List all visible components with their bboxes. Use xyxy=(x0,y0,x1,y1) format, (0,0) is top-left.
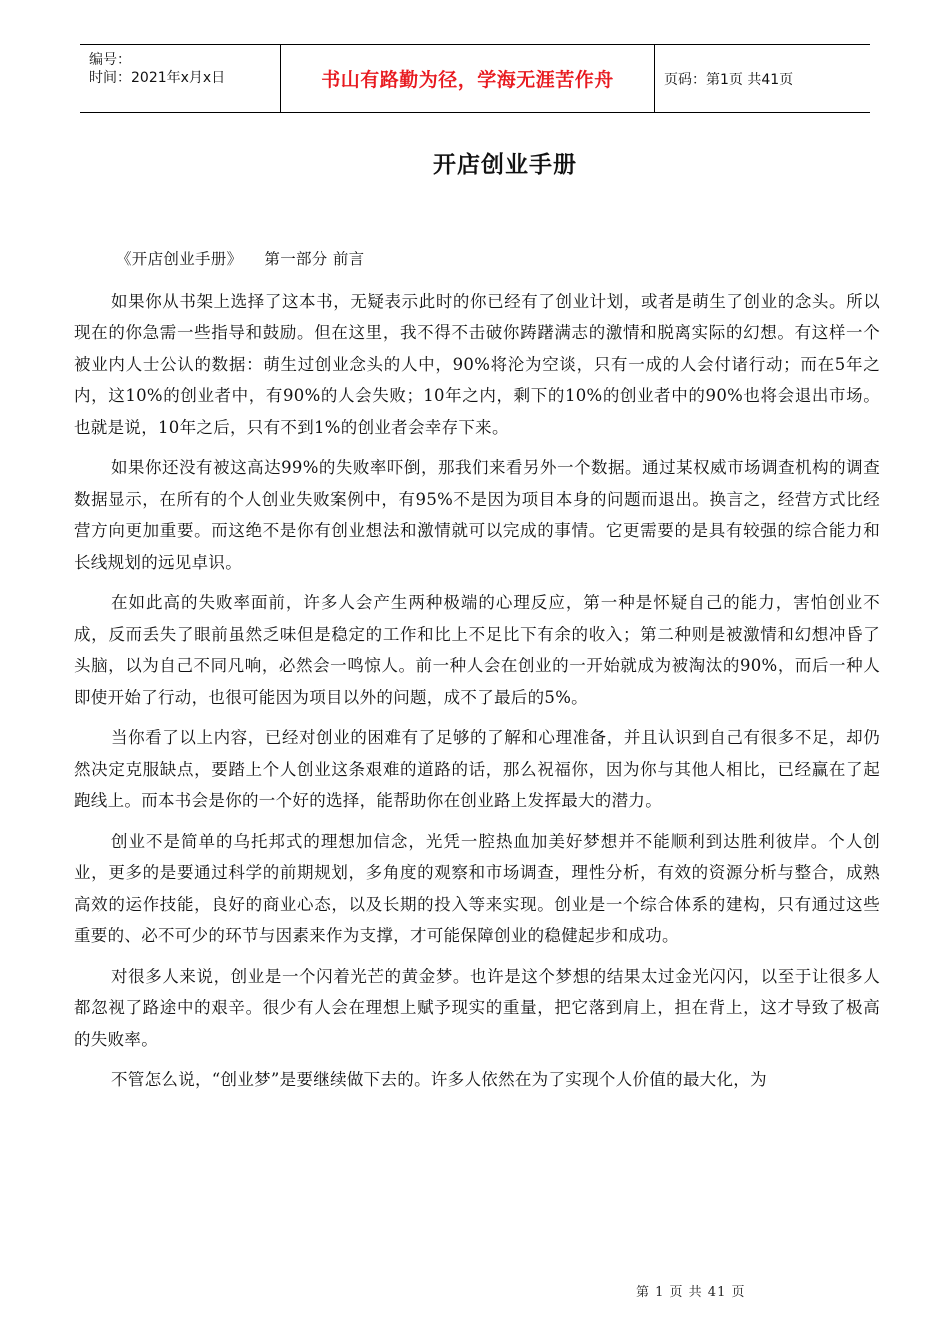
paragraph: 对很多人来说，创业是一个闪着光芒的黄金梦。也许是这个梦想的结果太过金光闪闪，以至于让很多人都忽视了路途中的艰辛。很少有人会在理想上赋予现实的重量，把它落到肩上，担在背上，这才导致了极高的失败率。 xyxy=(74,966,880,1049)
part-heading-book: 《开店创业手册》 xyxy=(116,250,243,268)
paragraph: 创业不是简单的乌托邦式的理想加信念，光凭一腔热血加美好梦想并不能顺利到达胜利彼岸。个人创业，更多的是要通过科学的前期规划，多角度的观察和市场调查，理性分析，有效的资源分析与整合，成熟高效的运作技能，良好的商业心态，以及长期的投入等来实现。创业是一个综合体系的建构，只有通过这些重要的、必不可少的环节与因素来作为支撑，才可能保障创业的稳健起步和成功。 xyxy=(74,831,880,945)
header-motto-cell xyxy=(281,45,655,112)
page-footer: 第 1 页 共 41 页 xyxy=(636,1285,746,1300)
number-label: 编号： xyxy=(89,52,131,68)
header-page-info: 页码：第1页 共41页 xyxy=(664,71,794,88)
part-heading xyxy=(74,244,880,276)
paragraph: 在如此高的失败率面前，许多人会产生两种极端的心理反应，第一种是怀疑自己的能力，害怕创业不成，反而丢失了眼前虽然乏味但是稳定的工作和比上不足比下有余的收入；第二种则是被激情和幻想冲昏了头脑，以为自己不同凡响，必然会一鸣惊人。前一种人会在创业的一开始就成为被淘汰的90%，而后一种人即使开始了行动，也很可能因为项目以外的问题，成不了最后的5%。 xyxy=(74,593,880,707)
paragraph: 不管怎么说，“创业梦”是要继续做下去的。许多人依然在为了实现个人价值的最大化，为 xyxy=(111,1070,767,1089)
paragraph: 当你看了以上内容，已经对创业的困难有了足够的了解和心理准备，并且认识到自己有很多不足，却仍然决定克服缺点，要踏上个人创业这条艰难的道路的话，那么祝福你，因为你与其他人相比，已经赢在了起跑线上。而本书会是你的一个好的选择，能帮助你在创业路上发挥最大的潜力。 xyxy=(74,728,880,810)
header-motto: 书山有路勤为径，学海无涯苦作舟 xyxy=(321,69,614,91)
header-meta xyxy=(80,45,281,112)
document-title: 开店创业手册 xyxy=(433,152,577,178)
header-page-info-cell xyxy=(655,45,870,112)
paragraph: 如果你还没有被这高达99%的失败率吓倒，那我们来看另外一个数据。通过某权威市场调查机构的调查数据显示，在所有的个人创业失败案例中，有95%不是因为项目本身的问题而退出。换言之，经营方式比经营方向更加重要。而这绝不是你有创业想法和激情就可以完成的事情。它更需要的是具有较强的综合能力和长线规划的远见卓识。 xyxy=(74,458,880,572)
document-body xyxy=(74,244,880,1105)
part-heading-section: 第一部分 前言 xyxy=(264,250,365,268)
document-header xyxy=(80,44,870,113)
time-label: 时间：2021年x月x日 xyxy=(89,70,226,86)
paragraph: 如果你从书架上选择了这本书，无疑表示此时的你已经有了创业计划，或者是萌生了创业的念头。所以现在的你急需一些指导和鼓励。但在这里，我不得不击破你踌躇满志的激情和脱离实际的幻想。有这样一个被业内人士公认的数据：萌生过创业念头的人中，90%将沦为空谈，只有一成的人会付诸行动；而在5年之内，这10%的创业者中，有90%的人会失败；10年之内，剩下的10%的创业者中的90%也将会退出市场。也就是说，10年之后，只有不到1%的创业者会幸存下来。 xyxy=(74,291,880,437)
